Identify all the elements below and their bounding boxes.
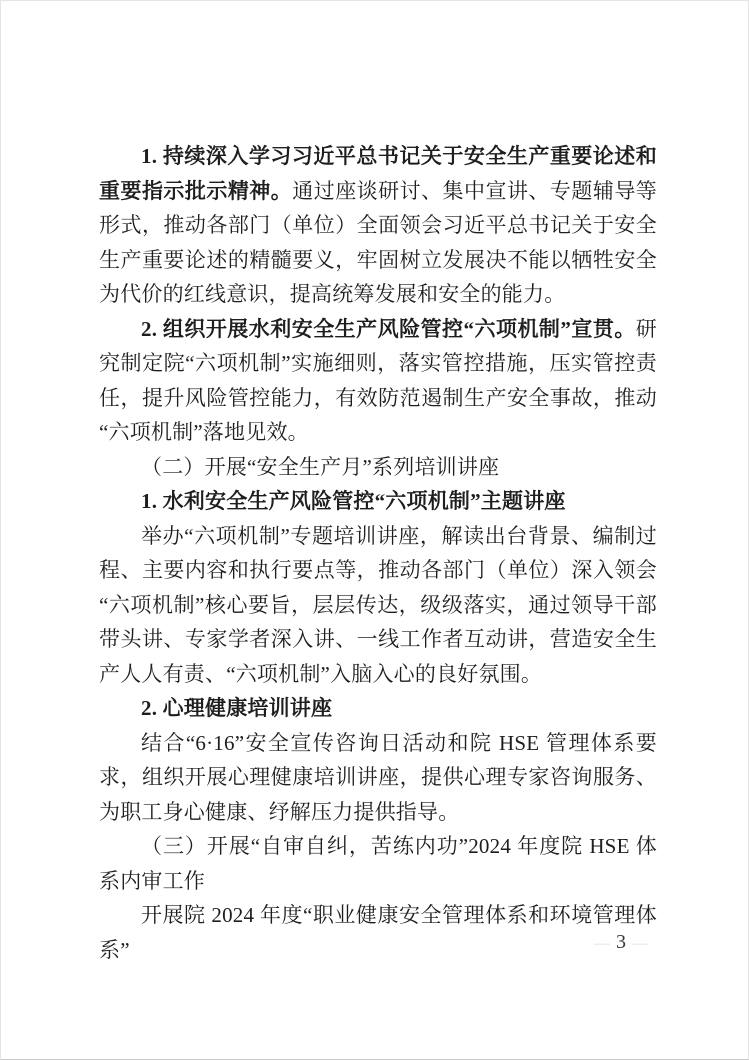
numbered-heading-text: 1. 水利安全生产风险管控“六项机制”主题讲座 <box>141 489 566 513</box>
page-footer <box>561 927 681 959</box>
paragraph-mental-health <box>99 726 657 830</box>
paragraph-text: 通过座谈研讨、集中宣讲、专题辅导等形式，推动各部门（单位）全面领会习近平总书记关于安全生产重要论述的精髓要义，牢固树立发展决不能以牺牲安全为代价的红线意识，提高统筹发展和安全的能力。 <box>99 178 657 306</box>
paragraph-text: 研究制定院“六项机制”实施细则，落实管控措施，压实管控责任，提升风险管控能力，有效防范遏制生产安全事故，推动“六项机制”落地见效。 <box>99 316 657 444</box>
paragraph-lead-bold: 1. 持续深入学习习近平总书记关于安全生产重要论述和重要指示批示精神。 <box>99 144 657 203</box>
paragraph-lead-bold: 2. 组织开展水利安全生产风险管控“六项机制”宣贯。 <box>141 316 636 341</box>
paragraph-study-directives <box>99 139 657 312</box>
numbered-heading-lecture-1 <box>99 484 657 519</box>
section-heading-text: （三）开展“自审自纠，苦练内功”2024 年度院 HSE 体系内审工作 <box>99 834 657 893</box>
section-heading-2 <box>99 450 657 485</box>
paragraph-text: 结合“6·16”安全宣传咨询日活动和院 HSE 管理体系要求，组织开展心理健康培训讲座，提供心理专家咨询服务、为职工身心健康、纾解压力提供指导。 <box>99 730 657 824</box>
document-body <box>99 139 657 967</box>
paragraph-six-mechanisms-promotion <box>99 312 657 450</box>
paragraph-text: 开展院 2024 年度“职业健康安全管理体系和环境管理体系” <box>99 903 657 962</box>
page-number-dash-left: — <box>594 935 610 952</box>
numbered-heading-text: 2. 心理健康培训讲座 <box>141 696 333 720</box>
paragraph-lecture-details <box>99 519 657 692</box>
numbered-heading-lecture-2 <box>99 691 657 726</box>
section-heading-3 <box>99 829 657 898</box>
section-heading-text: （二）开展“安全生产月”系列培训讲座 <box>141 454 500 479</box>
paragraph-text: 举办“六项机制”专题培训讲座，解读出台背景、编制过程、主要内容和执行要点等，推动各部门（单位）深入领会“六项机制”核心要旨，层层传达，级级落实，通过领导干部带头讲、专家学者深入讲、一线工作者互动讲，营造安全生产人人有责、“六项机制”入脑入心的良好氛围。 <box>99 523 657 686</box>
page-number-dash-right: — <box>632 935 648 952</box>
page-number: 3 <box>616 931 626 953</box>
